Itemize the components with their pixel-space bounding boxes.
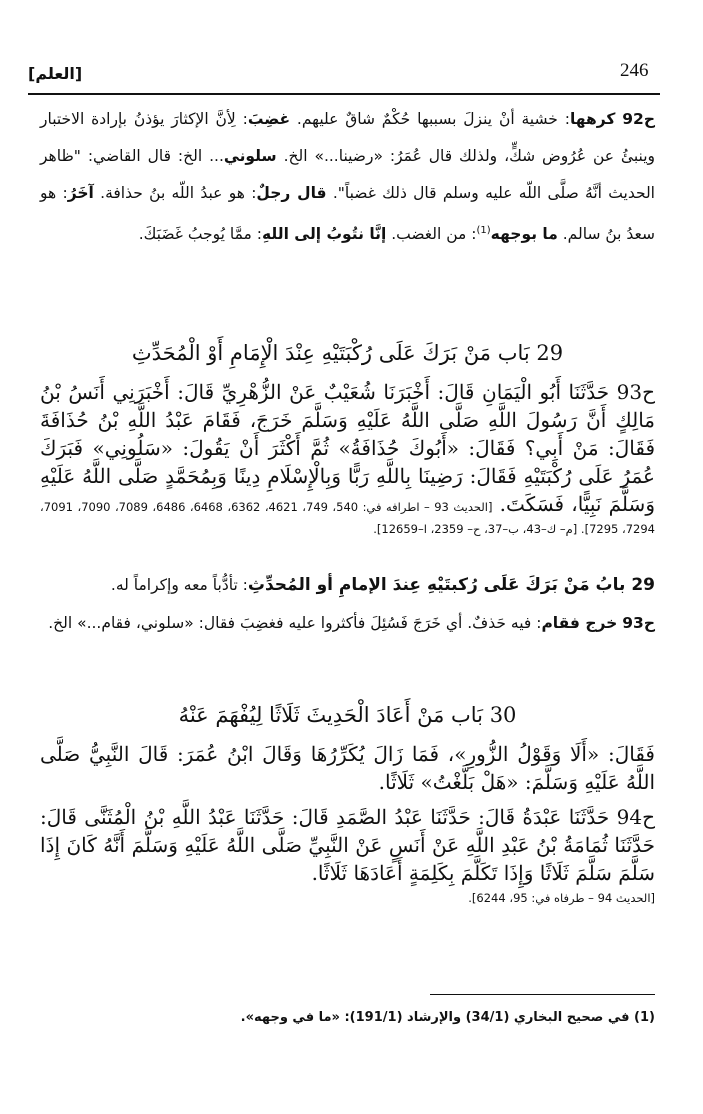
commentary-text: : هو عبدُ اللّه بنُ حذافة. [93,184,257,202]
footnote-divider [430,994,655,995]
hadith-reference: [الحديث 94 – طرفاه في: 95، 6244]. [468,891,655,905]
commentary-text: ... الخ: قال القاضي: "ظاهر الحديث أنَّهُ صلَّى اللّه عليه وسلم قال ذلك غضباً". [40,147,655,202]
chapter-30-intro: فَقَالَ: «أَلَا وَقَوْلُ الزُّورِ»، فَمَا زَالَ يُكَرِّرُهَا وَقَالَ ابْنُ عُمَرَ: قَالَ النَّبِيُّ صَلَّى اللَّهُ عَلَيْهِ وَسَلَّمَ: «هَلْ بَلَّغْتُ» ثَلَاثًا. [40,742,655,794]
commentary-text: : خشية أنْ ينزلَ بسببها حُكْمٌ شاقٌ عليهم. [290,110,570,128]
commentary-chapter-line [40,565,655,605]
hadith-text: ح94 حَدَّثَنَا عَبْدَةُ قَالَ: حَدَّثَنَا عَبْدُ الصَّمَدِ قَالَ: حَدَّثَنَا عَبْدُ اللَّهِ بْنُ الْمُثَنَّى قَالَ: حَدَّثَنَا ثُمَامَةُ بْنُ عَبْدِ اللَّهِ عَنْ أَنَسٍ عَنْ النَّبِيِّ صَلَّى اللَّهُ عَلَيْهِ وَسَلَّمَ أَنَّهُ كَانَ إِذَا سَلَّمَ سَلَّمَ ثَلَاثًا وَإِذَا تَكَلَّمَ بِكَلِمَةٍ أَعَادَهَا ثَلَاثًا. [40,805,655,885]
commentary-chapter-title: 29 بابُ مَنْ بَرَكَ عَلَى رُكبتَيْهِ عِندَ الإمامِ أو المُحدِّثِ [247,575,655,595]
keyword: غضِبَ [247,110,291,128]
page-number: 246 [620,60,649,81]
commentary-label: ح93 [622,614,655,632]
keyword: قال رجلٌ [256,184,327,202]
commentary-label: ح92 [622,110,655,128]
section-title: [العلم] [28,64,83,83]
keyword: آخَرُ [67,184,94,202]
commentary-93 [40,565,655,642]
commentary-text: : هو سعدُ بنُ سالم. [40,184,655,244]
footnote-marker: (1) [476,225,491,236]
commentary-text: : فيه حَذفٌ. أي خَرَجَ فَسُئِلَ فأكثروا عليه فغضِبَ فقال: «سلوني، فقام...» الخ. [48,614,542,632]
commentary-text: : من الغضب. [386,225,477,244]
hadith-93 [40,378,655,540]
commentary-text: : ممَّا يُوجبُ غَضَبَكَ. [138,225,263,244]
chapter-30-title: 30 بَاب مَنْ أَعَادَ الْحَدِيثَ ثَلَاثًا لِيُفْهَمَ عَنْهُ [178,703,517,727]
keyword: ما بوجهه [490,225,558,244]
hadith-reference: [الحديث 93 – اطرافه في: 540، 749، 4621، 6362، 6468، 6486، 7089، 7090، 7091، 7294، 7295]. [م– ك–43، ب–37، ح– 2359، ا–12659]. [40,500,655,536]
commentary-92 [40,101,655,253]
keyword: سلوني [223,147,277,165]
commentary-chapter-note: : تأدُّباً معه وإكراماً له. [110,576,248,594]
keyword: كرهها [569,110,616,128]
keyword: خرج فقام [541,614,618,632]
commentary-text: : لِأنَّ الإكثارَ يؤذنُ بإرادة الاختبار وينبئُ عن عُرُوض شكٍّ، ولذلك قال عُمَرُ: «رضينا...» الخ. [40,110,656,165]
chapter-29-title: 29 بَاب مَنْ بَرَكَ عَلَى رُكْبَتَيْهِ عِنْدَ الْإِمَامِ أَوْ الْمُحَدِّثِ [131,341,564,365]
keyword: إنَّا نتُوبُ إلى اللهِ [262,225,387,244]
header-divider [28,93,660,95]
hadith-text: ح93 حَدَّثَنَا أَبُو الْيَمَانِ قَالَ: أَخْبَرَنَا شُعَيْبٌ عَنْ الزُّهْرِيِّ قَالَ: أَخْبَرَنِي أَنَسُ بْنُ مَالِكٍ أَنَّ رَسُولَ اللَّهِ صَلَّى اللَّهُ عَلَيْهِ وَسَلَّمَ خَرَجَ، فَقَامَ عَبْدُ اللَّهِ بْنُ حُذَافَةَ فَقَالَ: مَنْ أَبِي؟ فَقَالَ: «أَبُوكَ حُذَافَةُ» ثُمَّ أَكْثَرَ أَنْ يَقُولَ: «سَلُونِي» فَبَرَكَ عُمَرُ عَلَى رُكْبَتَيْهِ فَقَالَ: رَضِينَا بِاللَّهِ رَبًّا وَبِالْإِسْلَامِ دِينًا وَبِمُحَمَّدٍ صَلَّى اللَّهُ عَلَيْهِ وَسَلَّمَ نَبِيًّا، فَسَكَتَ. [40,380,656,516]
hadith-94 [40,803,655,909]
footnote: (1) في صحيح البخاري (34/1) والإرشاد (191/1): «ما في وجهه». [240,1010,655,1025]
